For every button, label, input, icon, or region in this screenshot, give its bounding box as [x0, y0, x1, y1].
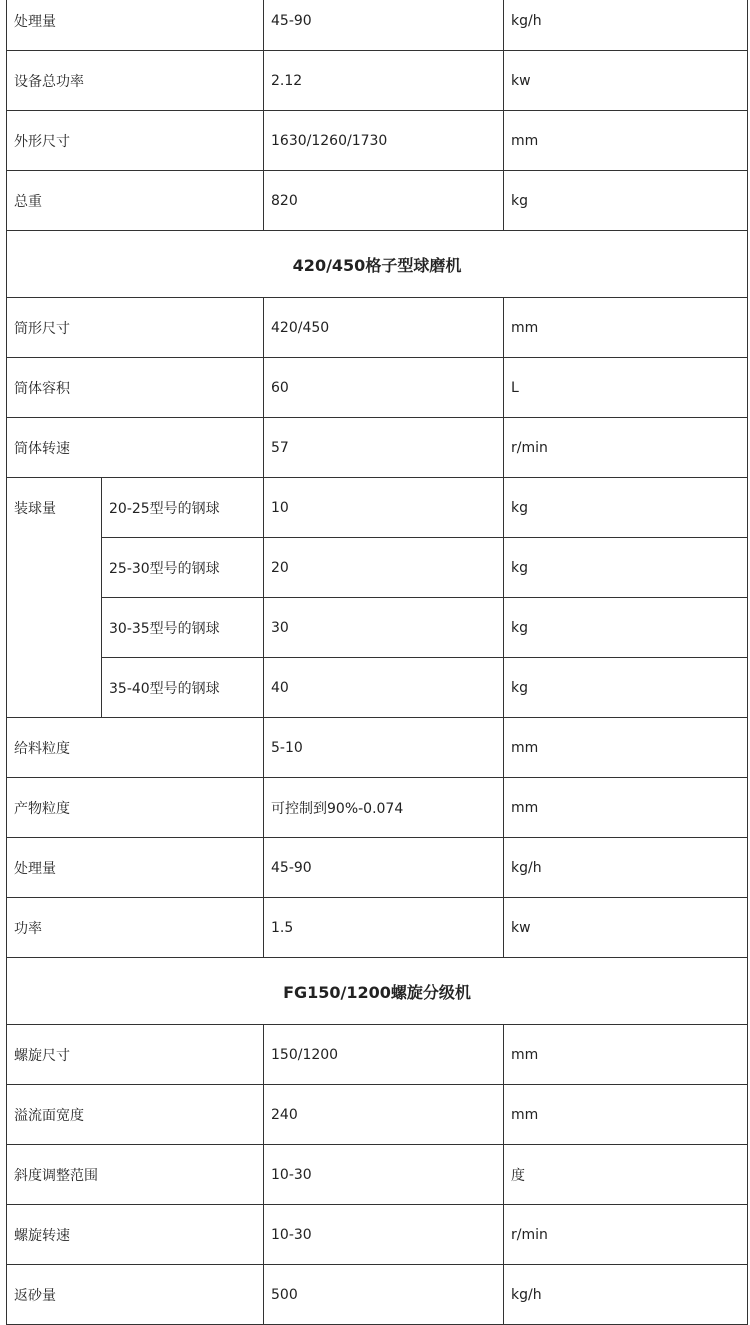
- ball-load-label: 装球量: [7, 478, 102, 718]
- param-name: 设备总功率: [7, 51, 264, 111]
- param-value: 10-30: [264, 1205, 504, 1265]
- param-unit: kw: [504, 898, 748, 958]
- table-row: [7, 0, 748, 51]
- param-value: 150/1200: [264, 1025, 504, 1085]
- param-name: 筒形尺寸: [7, 298, 264, 358]
- param-unit: r/min: [504, 418, 748, 478]
- table-row: [7, 838, 748, 898]
- spec-table: [6, 0, 748, 1325]
- param-value: 500: [264, 1265, 504, 1325]
- param-value: 10-30: [264, 1145, 504, 1205]
- table-row: [7, 1265, 748, 1325]
- table-row: [7, 898, 748, 958]
- param-unit: mm: [504, 111, 748, 171]
- section-header-row: [7, 958, 748, 1025]
- param-unit: kg: [504, 171, 748, 231]
- param-name: 功率: [7, 898, 264, 958]
- table-row: [7, 778, 748, 838]
- table-row: [7, 51, 748, 111]
- param-unit: kg: [504, 478, 748, 538]
- param-value: 1.5: [264, 898, 504, 958]
- param-value: 可控制到90%-0.074: [264, 778, 504, 838]
- table-row: [7, 658, 748, 718]
- param-unit: kg: [504, 658, 748, 718]
- param-name: 螺旋尺寸: [7, 1025, 264, 1085]
- param-unit: kg/h: [504, 838, 748, 898]
- table-row: [7, 358, 748, 418]
- table-row: [7, 1205, 748, 1265]
- table-row: [7, 1085, 748, 1145]
- param-value: 20: [264, 538, 504, 598]
- ball-size: 20-25型号的钢球: [102, 478, 264, 538]
- param-name: 处理量: [7, 838, 264, 898]
- param-name: 外形尺寸: [7, 111, 264, 171]
- section-header-row: [7, 231, 748, 298]
- param-value: 2.12: [264, 51, 504, 111]
- param-name: 返砂量: [7, 1265, 264, 1325]
- param-name: 产物粒度: [7, 778, 264, 838]
- param-unit: kg: [504, 598, 748, 658]
- param-value: 420/450: [264, 298, 504, 358]
- param-unit: L: [504, 358, 748, 418]
- ball-size: 35-40型号的钢球: [102, 658, 264, 718]
- table-row: [7, 418, 748, 478]
- ball-size: 30-35型号的钢球: [102, 598, 264, 658]
- param-name: 筒体容积: [7, 358, 264, 418]
- param-name: 给料粒度: [7, 718, 264, 778]
- param-value: 10: [264, 478, 504, 538]
- table-row: [7, 1145, 748, 1205]
- table-row: [7, 298, 748, 358]
- table-row: [7, 718, 748, 778]
- param-unit: mm: [504, 1025, 748, 1085]
- section-title-ball-mill: 420/450格子型球磨机: [7, 231, 748, 298]
- param-value: 820: [264, 171, 504, 231]
- param-value: 57: [264, 418, 504, 478]
- param-name: 筒体转速: [7, 418, 264, 478]
- spec-sheet: [6, 0, 747, 1325]
- table-row: [7, 111, 748, 171]
- param-unit: mm: [504, 1085, 748, 1145]
- param-value: 1630/1260/1730: [264, 111, 504, 171]
- param-name: 螺旋转速: [7, 1205, 264, 1265]
- param-value: 240: [264, 1085, 504, 1145]
- param-value: 30: [264, 598, 504, 658]
- param-name: 溢流面宽度: [7, 1085, 264, 1145]
- section-title-spiral-classifier: FG150/1200螺旋分级机: [7, 958, 748, 1025]
- param-unit: kg/h: [504, 1265, 748, 1325]
- param-value: 60: [264, 358, 504, 418]
- table-row: [7, 598, 748, 658]
- table-row: [7, 1025, 748, 1085]
- param-name: 总重: [7, 171, 264, 231]
- ball-size: 25-30型号的钢球: [102, 538, 264, 598]
- param-name: 处理量: [7, 0, 264, 51]
- param-unit: r/min: [504, 1205, 748, 1265]
- param-value: 40: [264, 658, 504, 718]
- table-row: [7, 171, 748, 231]
- param-name: 斜度调整范围: [7, 1145, 264, 1205]
- param-unit: mm: [504, 718, 748, 778]
- param-value: 5-10: [264, 718, 504, 778]
- param-unit: mm: [504, 778, 748, 838]
- param-unit: 度: [504, 1145, 748, 1205]
- param-value: 45-90: [264, 0, 504, 51]
- param-unit: kg/h: [504, 0, 748, 51]
- param-value: 45-90: [264, 838, 504, 898]
- param-unit: mm: [504, 298, 748, 358]
- table-row: [7, 538, 748, 598]
- table-row: [7, 478, 748, 538]
- param-unit: kw: [504, 51, 748, 111]
- param-unit: kg: [504, 538, 748, 598]
